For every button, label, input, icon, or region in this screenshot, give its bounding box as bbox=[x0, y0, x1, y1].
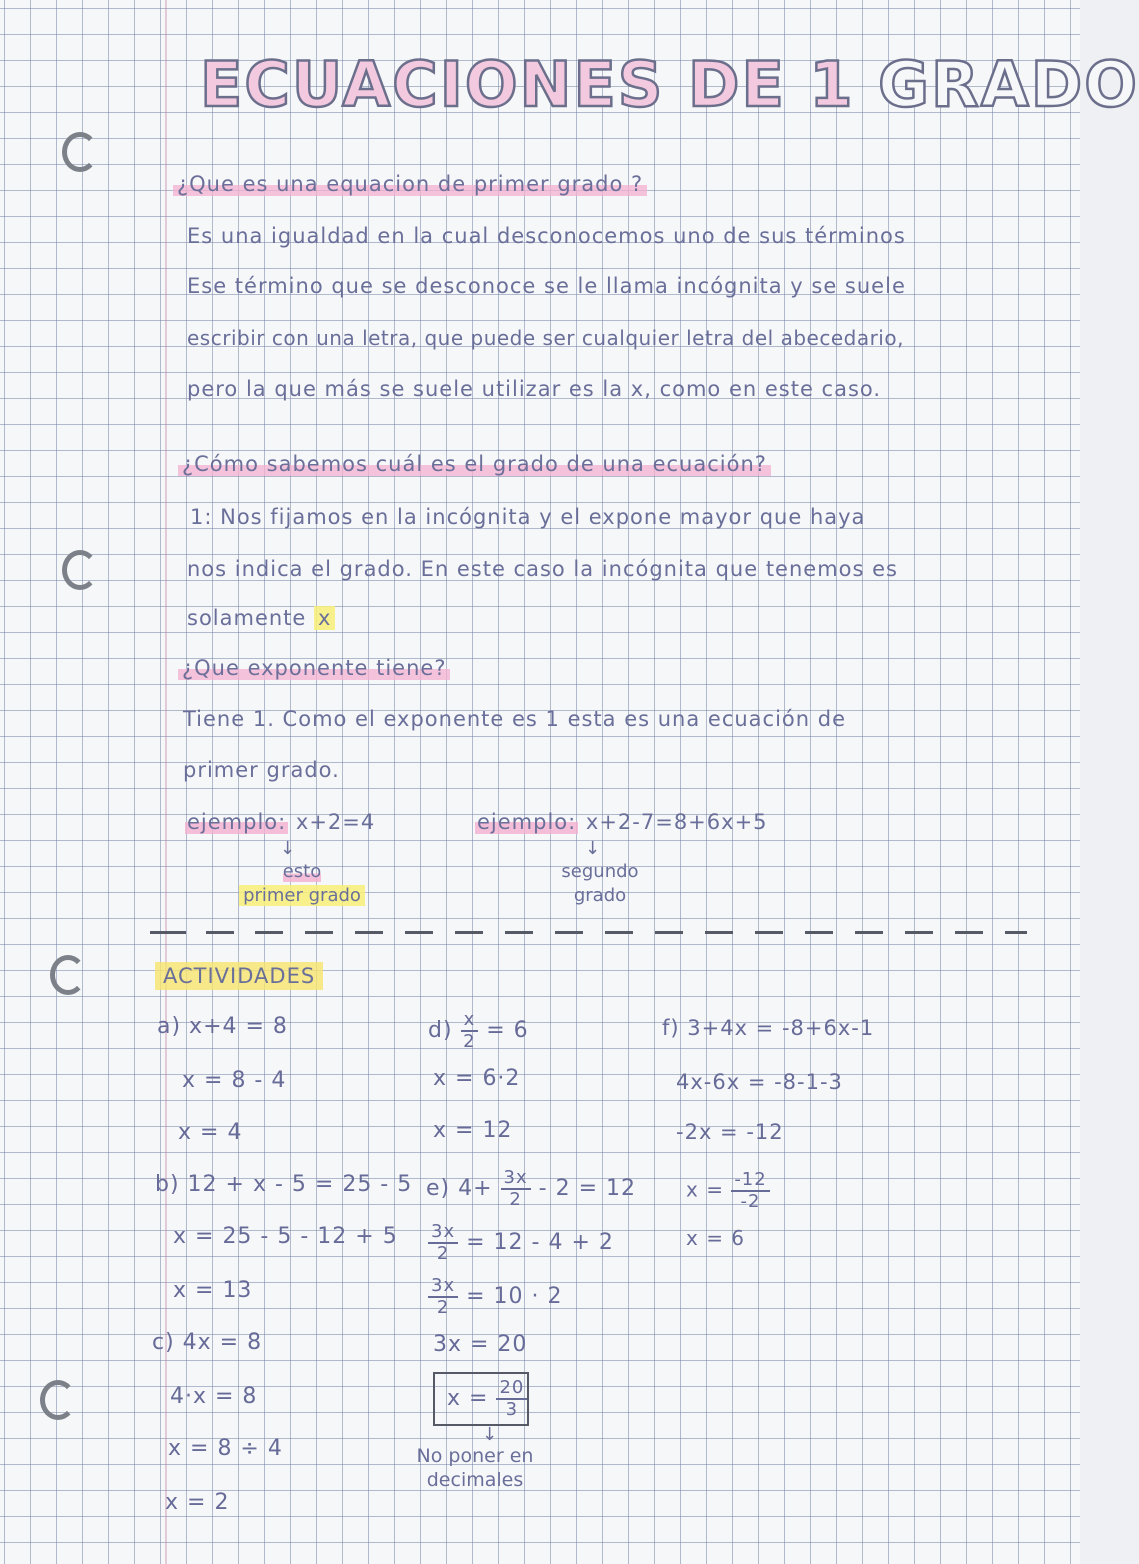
note-line: primer grado bbox=[239, 885, 365, 906]
step-prefix: x = bbox=[686, 1177, 724, 1202]
fraction-numerator: 3x bbox=[428, 1276, 458, 1298]
example-equation: x+2=4 bbox=[295, 810, 376, 834]
fraction-denominator: 2 bbox=[436, 1297, 450, 1318]
exercise-f-step: x = 6 bbox=[686, 1226, 746, 1250]
page-title bbox=[200, 48, 1139, 121]
exercise-e-note bbox=[405, 1444, 545, 1492]
question-2-text: ¿Cómo sabemos cuál es el grado de una ecuación? bbox=[178, 452, 771, 476]
exercise-b: b) 12 + x - 5 = 25 - 5 bbox=[155, 1172, 413, 1197]
exercise-b-step: x = 25 - 5 - 12 + 5 bbox=[173, 1224, 398, 1249]
highlighted-variable: x bbox=[314, 606, 335, 630]
fraction-numerator: 3x bbox=[501, 1168, 531, 1190]
exercise-f: f) 3+4x = -8+6x-1 bbox=[662, 1016, 875, 1040]
question-3-text: ¿Que exponente tiene? bbox=[178, 656, 450, 680]
exercise-f-step: -2x = -12 bbox=[676, 1120, 784, 1144]
example-2-note bbox=[540, 860, 660, 908]
explanation-line bbox=[187, 606, 335, 630]
example-equation: x+2-7=8+6x+5 bbox=[585, 810, 768, 834]
fraction-denominator: -2 bbox=[740, 1191, 761, 1212]
answer-prefix: x = bbox=[447, 1386, 489, 1411]
example-1 bbox=[185, 810, 375, 834]
exercise-d-step: x = 12 bbox=[433, 1118, 513, 1143]
note-line: No poner en bbox=[416, 1445, 534, 1467]
exercise-f-step: 4x-6x = -8-1-3 bbox=[676, 1070, 843, 1094]
note-line: decimales bbox=[426, 1469, 524, 1491]
exercise-c-step: 4·x = 8 bbox=[170, 1384, 258, 1409]
exercise-e-step bbox=[428, 1276, 563, 1318]
definition-line: escribir con una letra, que puede ser cualquier letra del abecedario, bbox=[187, 326, 904, 350]
exercise-e-prefix: e) 4+ bbox=[426, 1176, 493, 1201]
exercise-e-step: 3x = 20 bbox=[433, 1332, 528, 1357]
definition-line: Ese término que se desconoce se le llama incógnita y se suele bbox=[187, 274, 906, 298]
exercise-c-step: x = 2 bbox=[165, 1490, 230, 1515]
fraction bbox=[428, 1222, 458, 1264]
exercise-f-step bbox=[686, 1170, 770, 1212]
title-main: ECUACIONES DE 1 bbox=[200, 48, 855, 121]
fraction bbox=[428, 1276, 458, 1318]
exercise-e-step bbox=[428, 1222, 614, 1264]
title-grado: GRADO bbox=[878, 48, 1139, 121]
note-line: segundo bbox=[561, 861, 639, 882]
question-2 bbox=[178, 452, 771, 476]
down-arrow-icon: ↓ bbox=[585, 838, 601, 859]
fraction bbox=[461, 1010, 479, 1052]
answer-line: primer grado. bbox=[183, 758, 340, 782]
question-3 bbox=[178, 656, 450, 680]
fraction-numerator: 3x bbox=[428, 1222, 458, 1244]
exercise-d-step: x = 6·2 bbox=[433, 1066, 521, 1091]
exercise-a-step: x = 8 - 4 bbox=[182, 1068, 287, 1093]
explanation-line: 1: Nos fijamos en la incógnita y el expone mayor que haya bbox=[190, 505, 866, 529]
exercise-e bbox=[426, 1168, 636, 1210]
fraction-denominator: 2 bbox=[463, 1031, 476, 1052]
example-label: ejemplo: bbox=[187, 810, 287, 834]
binder-ring-icon bbox=[62, 132, 98, 172]
explanation-line: nos indica el grado. En este caso la incógnita que tenemos es bbox=[187, 557, 898, 581]
step-rhs: = 10 · 2 bbox=[466, 1284, 563, 1309]
step-rhs: = 12 - 4 + 2 bbox=[466, 1230, 614, 1255]
fraction-numerator: 20 bbox=[496, 1378, 527, 1400]
exercise-e-answer bbox=[447, 1378, 527, 1420]
explanation-prefix: solamente bbox=[187, 606, 307, 630]
example-1-note bbox=[232, 860, 372, 908]
exercise-d-rhs: = 6 bbox=[486, 1018, 529, 1043]
exercise-d-prefix: d) bbox=[428, 1018, 453, 1043]
binder-ring-icon bbox=[40, 1380, 76, 1420]
fraction-denominator: 2 bbox=[509, 1189, 522, 1210]
note-line: grado bbox=[573, 885, 627, 906]
answer-line: Tiene 1. Como el exponente es 1 esta es una ecuación de bbox=[183, 707, 847, 731]
exercise-a: a) x+4 = 8 bbox=[157, 1014, 288, 1039]
binder-ring-icon bbox=[62, 550, 98, 590]
fraction-numerator: -12 bbox=[731, 1170, 769, 1192]
activities-title: ACTIVIDADES bbox=[155, 962, 323, 990]
exercise-e-rhs: - 2 = 12 bbox=[538, 1176, 636, 1201]
example-2 bbox=[475, 810, 768, 834]
fraction-denominator: 3 bbox=[505, 1399, 519, 1420]
exercise-d bbox=[428, 1010, 529, 1052]
fraction bbox=[496, 1378, 527, 1420]
down-arrow-icon: ↓ bbox=[482, 1424, 498, 1445]
exercise-a-step: x = 4 bbox=[178, 1120, 243, 1145]
down-arrow-icon: ↓ bbox=[280, 838, 296, 859]
exercise-c-step: x = 8 ÷ 4 bbox=[168, 1436, 283, 1461]
fraction-numerator: x bbox=[461, 1010, 479, 1032]
fraction-denominator: 2 bbox=[436, 1243, 450, 1264]
definition-line: pero la que más se suele utilizar es la x, como en este caso. bbox=[187, 377, 882, 401]
fraction bbox=[501, 1168, 531, 1210]
fraction bbox=[731, 1170, 769, 1212]
binder-ring-icon bbox=[50, 955, 86, 995]
exercise-b-step: x = 13 bbox=[173, 1278, 253, 1303]
question-1 bbox=[173, 172, 647, 196]
question-1-text: ¿Que es una equacion de primer grado ? bbox=[173, 172, 647, 196]
exercise-c: c) 4x = 8 bbox=[152, 1330, 263, 1355]
example-label: ejemplo: bbox=[477, 810, 577, 834]
note-line: esto bbox=[282, 861, 322, 882]
definition-line: Es una igualdad en la cual desconocemos uno de sus términos bbox=[187, 224, 906, 248]
